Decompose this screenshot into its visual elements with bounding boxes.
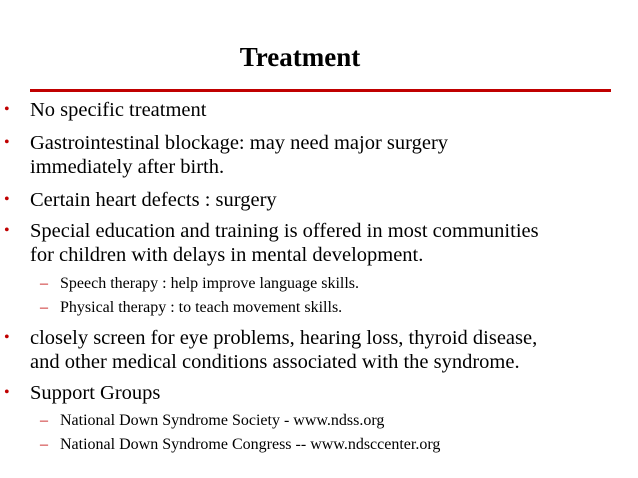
sub-item-text <box>60 298 342 318</box>
sub-item-text <box>60 274 359 294</box>
bullet-text-line: closely screen for eye problems, hearing loss, thyroid disease, <box>30 327 538 349</box>
title-divider <box>30 89 611 92</box>
bullet-icon: • <box>4 329 10 346</box>
bullet-icon: • <box>4 191 10 208</box>
dash-icon: – <box>40 299 48 316</box>
slide-title: Treatment <box>239 42 361 72</box>
bullet-text-line: Certain heart defects : surgery <box>30 189 277 211</box>
dash-icon: – <box>40 412 48 429</box>
sub-item-text-line: Physical therapy : to teach movement skills. <box>60 299 343 316</box>
sub-item-text <box>60 411 384 431</box>
dash-icon: – <box>40 436 48 453</box>
bullet-text <box>30 381 160 405</box>
sub-item-text-line: Speech therapy : help improve language skills. <box>60 275 360 292</box>
bullet-icon: • <box>4 101 10 118</box>
bullet-icon: • <box>4 134 10 151</box>
bullet-text <box>30 219 539 267</box>
bullet-text <box>30 326 537 374</box>
bullet-text-line: for children with delays in mental development. <box>30 244 424 266</box>
bullet-text <box>30 131 448 179</box>
bullet-text <box>30 188 277 212</box>
bullet-text-line: and other medical conditions associated with the syndrome. <box>30 351 520 373</box>
sub-item-text-line: National Down Syndrome Congress -- www.ndsccenter.org <box>60 436 441 453</box>
bullet-text-line: immediately after birth. <box>30 156 225 178</box>
bullet-text <box>30 98 206 122</box>
bullet-text-line: Special education and training is offered in most communities <box>30 220 539 242</box>
sub-item-text-line: National Down Syndrome Society - www.ndss.org <box>60 412 385 429</box>
bullet-icon: • <box>4 384 10 401</box>
bullet-icon: • <box>4 222 10 239</box>
bullet-text-line: Gastrointestinal blockage: may need major surgery <box>30 132 449 154</box>
dash-icon: – <box>40 275 48 292</box>
sub-item-text <box>60 435 440 455</box>
bullet-text-line: No specific treatment <box>30 99 207 121</box>
bullet-text-line: Support Groups <box>30 382 161 404</box>
